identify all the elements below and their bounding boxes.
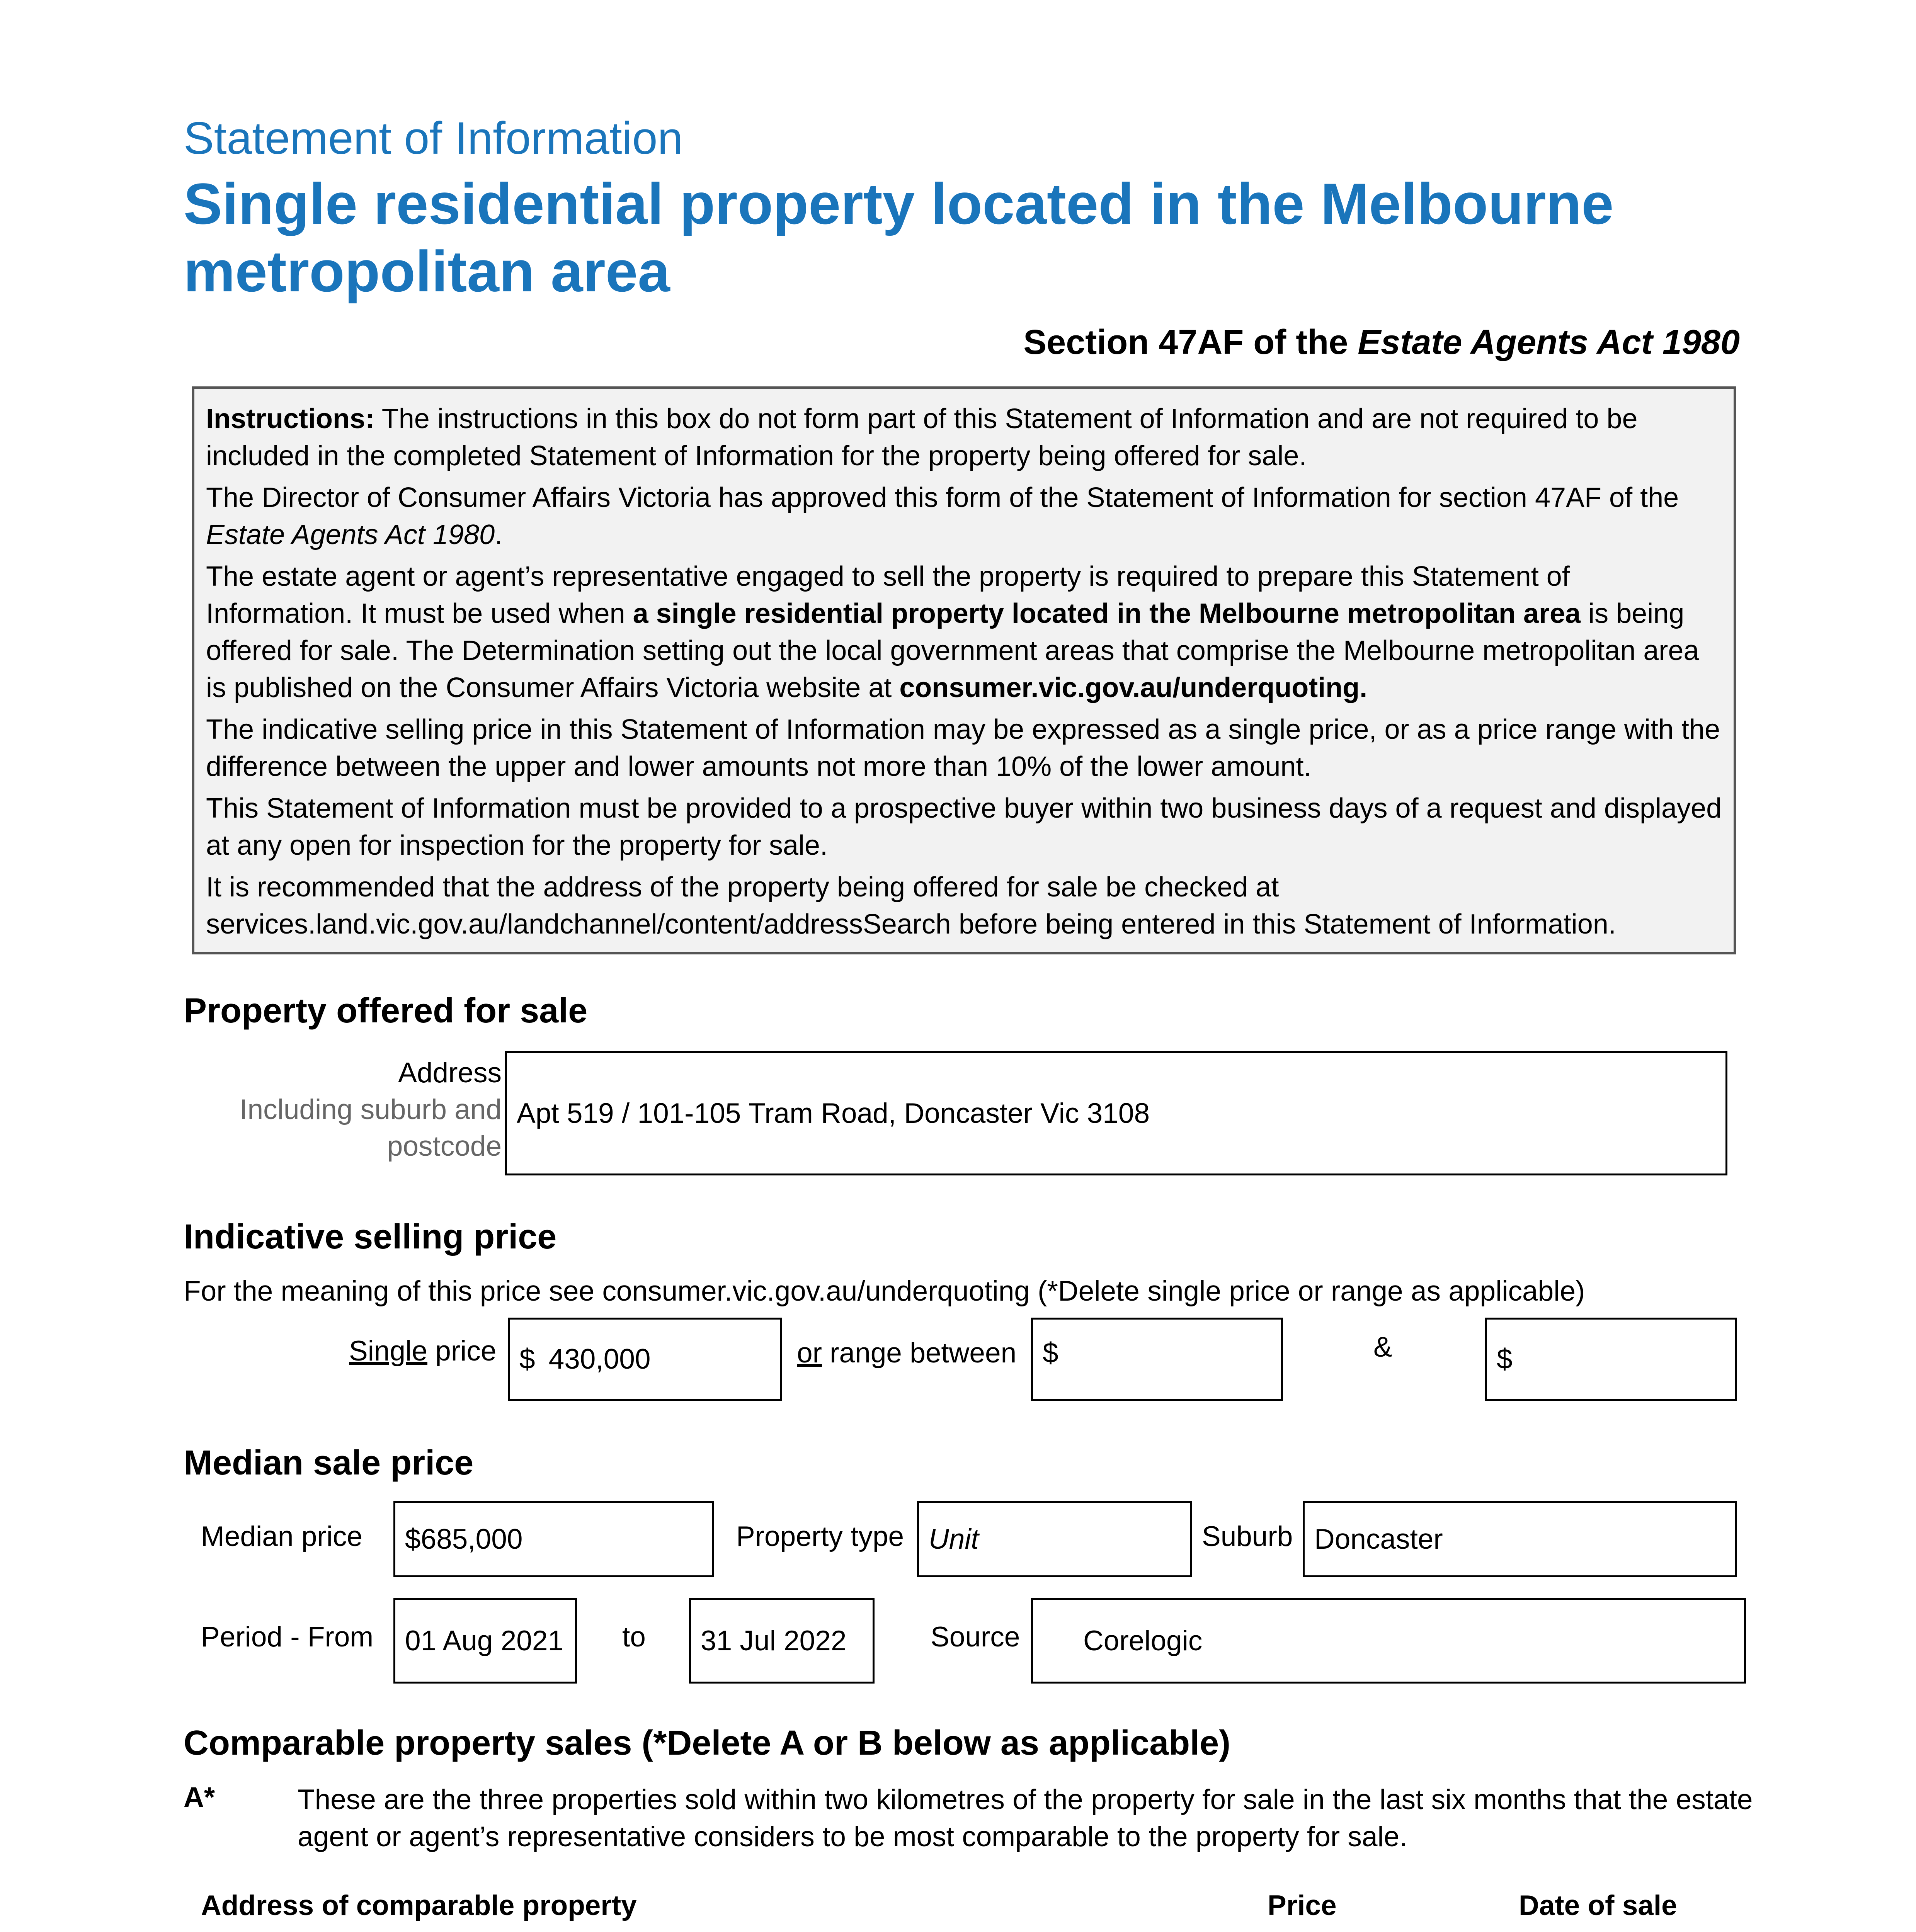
address-field[interactable]: Apt 519 / 101-105 Tram Road, Doncaster Vic 3108 <box>505 1051 1727 1175</box>
address-label: Address <box>398 1057 502 1088</box>
option-a-text: These are the three properties sold within two kilometres of the property for sale in the last six months that the estate agent or agent’s representative considers to be most comparable to the property for sale. <box>298 1784 1753 1852</box>
col-header-address: Address of comparable property <box>201 1890 637 1921</box>
single-price-rest: price <box>427 1335 497 1367</box>
address-hint-1: Including suburb and <box>240 1094 502 1125</box>
property-type-label: Property type <box>736 1521 904 1552</box>
range-label <box>797 1337 1016 1369</box>
property-heading: Property offered for sale <box>184 992 588 1030</box>
period-to-field[interactable]: 31 Jul 2022 <box>689 1598 875 1684</box>
range-low-field[interactable]: $ <box>1031 1318 1283 1401</box>
section-reference <box>1023 323 1740 362</box>
median-price-label: Median price <box>201 1521 362 1552</box>
median-price-field[interactable]: $685,000 <box>393 1501 714 1577</box>
instructions-p2a: The Director of Consumer Affairs Victoria has approved this form of the Statement of Information for section 47AF of the <box>206 482 1679 513</box>
instructions-box <box>192 386 1736 954</box>
section-ref-act: Estate Agents Act 1980 <box>1358 323 1740 362</box>
single-price-label <box>349 1335 496 1367</box>
suburb-label: Suburb <box>1202 1521 1293 1552</box>
single-price-field[interactable] <box>508 1318 782 1401</box>
suburb-field[interactable]: Doncaster <box>1303 1501 1737 1577</box>
instructions-p4: The indicative selling price in this Statement of Information may be expressed as a single price, or as a price range with the difference between the upper and lower amounts not more than 10% of the lower amount. <box>206 714 1720 782</box>
col-header-date: Date of sale <box>1519 1890 1677 1921</box>
instructions-p1: The instructions in this box do not form part of this Statement of Information and are not required to be included in the completed Statement of Information for the property being offered for sale. <box>206 403 1638 471</box>
address-hint-2: postcode <box>387 1131 502 1162</box>
range-ampersand: & <box>1373 1332 1392 1363</box>
single-price-value: 430,000 <box>548 1344 651 1375</box>
instructions-label: Instructions: <box>206 403 375 434</box>
option-a-marker: A* <box>184 1782 215 1813</box>
property-type-field[interactable]: Unit <box>917 1501 1192 1577</box>
instructions-p3a: The estate agent or agent’s representative engaged to sell the property is required to prepare this Statement of Information. It must be used when <box>206 561 1570 629</box>
single-underline: Single <box>349 1335 427 1367</box>
source-field[interactable]: Corelogic <box>1031 1598 1746 1684</box>
instructions-p3-bold: a single residential property located in the Melbourne metropolitan area <box>633 598 1581 629</box>
instructions-p2b: . <box>495 519 503 550</box>
period-to-label: to <box>622 1621 646 1653</box>
document-title: Single residential property located in the Melbourne metropolitan area <box>184 171 1614 304</box>
document-subtitle: Statement of Information <box>184 113 683 164</box>
range-between: range between <box>822 1337 1017 1369</box>
median-heading: Median sale price <box>184 1444 474 1482</box>
instructions-p2-act: Estate Agents Act 1980 <box>206 519 495 550</box>
indicative-note: For the meaning of this price see consumer.vic.gov.au/underquoting (*Delete single price or range as applicable) <box>184 1276 1585 1307</box>
period-from-field[interactable]: 01 Aug 2021 <box>393 1598 577 1684</box>
instructions-p3-url: consumer.vic.gov.au/underquoting. <box>899 672 1368 703</box>
period-from-label: Period - From <box>201 1621 374 1653</box>
source-label: Source <box>931 1621 1020 1653</box>
range-or: or <box>797 1337 822 1369</box>
instructions-p5: This Statement of Information must be provided to a prospective buyer within two business days of a request and displayed at any open for inspection for the property for sale. <box>206 793 1722 861</box>
comparable-heading: Comparable property sales (*Delete A or B below as applicable) <box>184 1724 1231 1762</box>
instructions-p6: It is recommended that the address of the property being offered for sale be checked at services.land.vic.gov.au/landchannel/content/addressSearch before being entered in this Statement of Information. <box>206 872 1616 940</box>
col-header-price: Price <box>1268 1890 1337 1921</box>
section-ref-prefix: Section 47AF of the <box>1023 323 1358 362</box>
instructions-p3b: is being offered for sale. The Determination setting out the local government areas that comprise the Melbourne metropolitan area is published on the Consumer Affairs Victoria website at <box>206 598 1699 703</box>
single-currency: $ <box>519 1344 535 1375</box>
range-high-field[interactable]: $ <box>1485 1318 1737 1401</box>
indicative-heading: Indicative selling price <box>184 1218 557 1256</box>
